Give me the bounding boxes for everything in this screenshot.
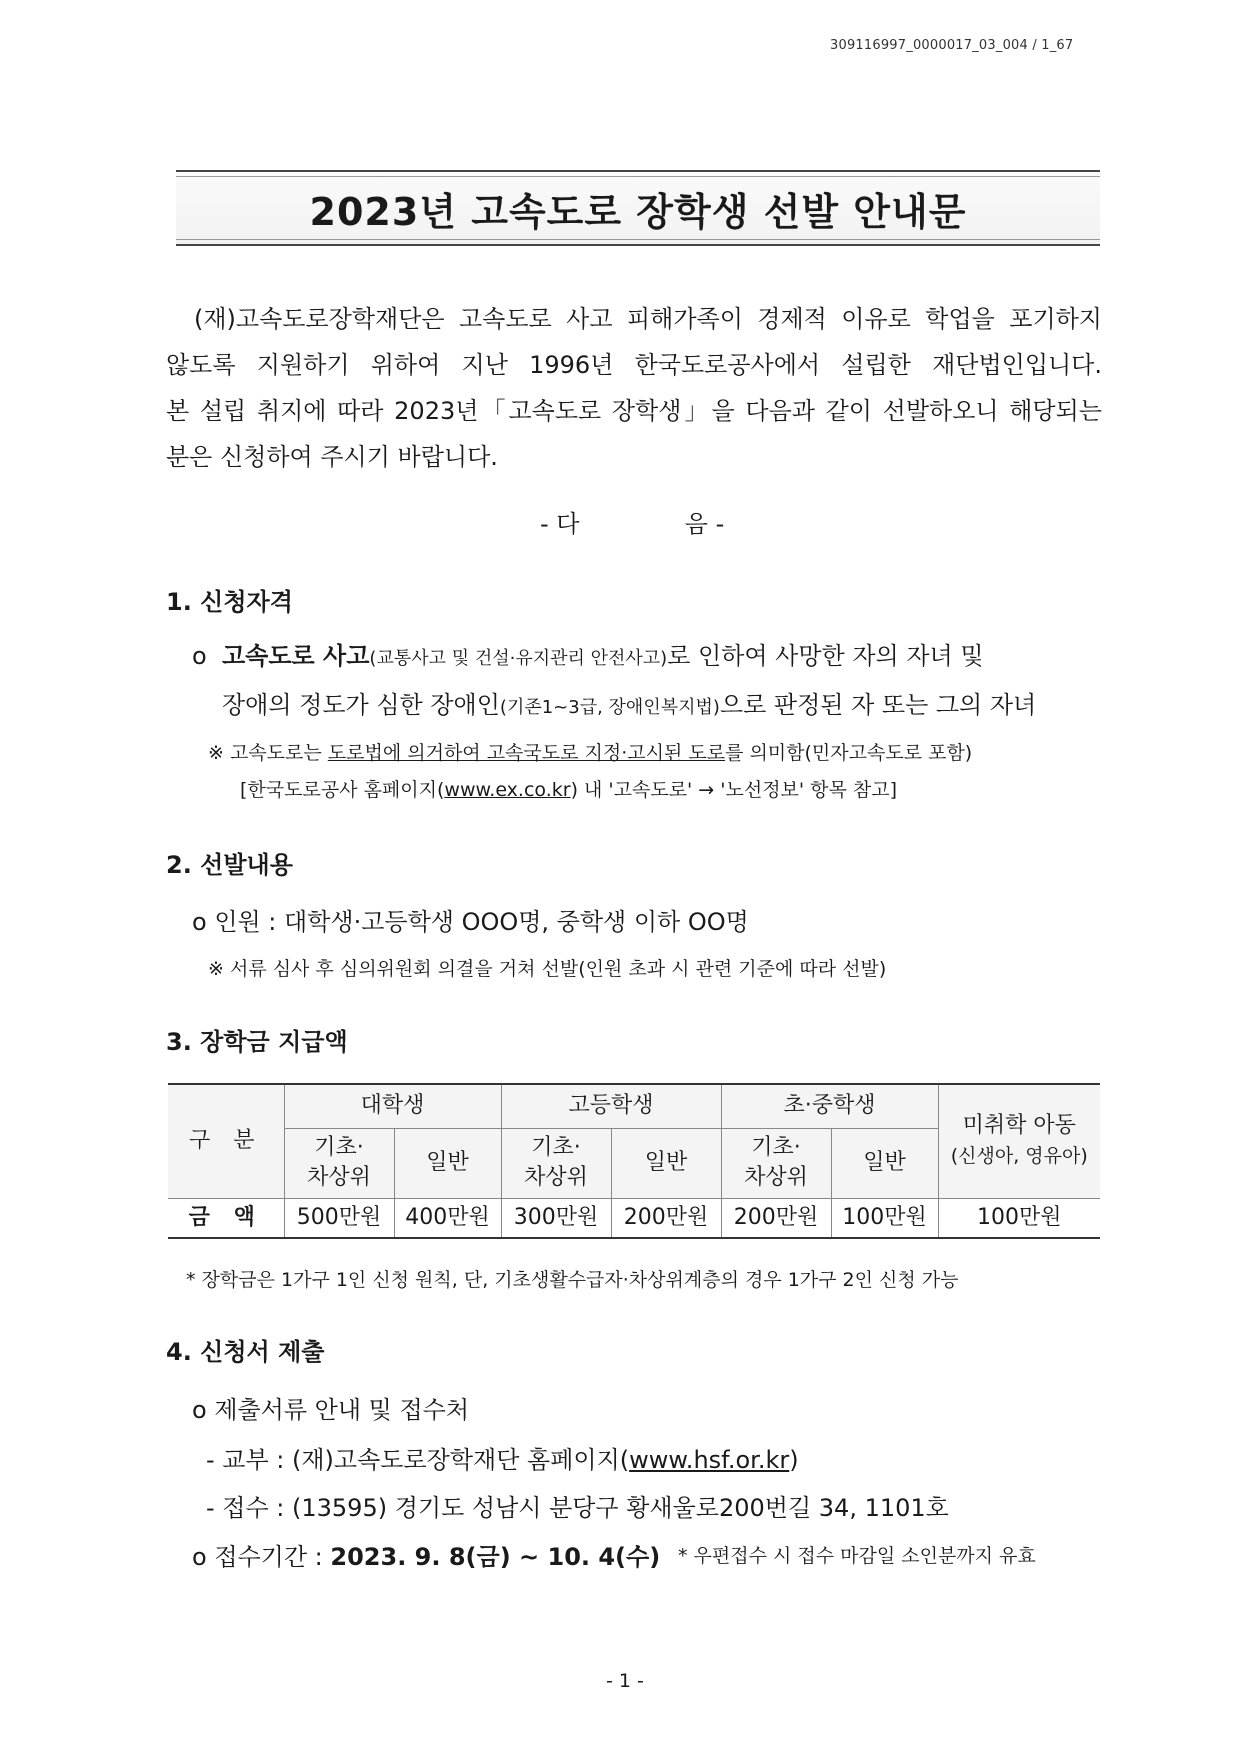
section-3-heading: 3. 장학금 지급액 <box>166 1028 348 1056</box>
header-gubun: 구 분 <box>168 1084 284 1198</box>
intro-line-3: 본 설립 취지에 따라 2023년「고속도로 장학생」을 다음과 같이 선발하오니 해당되는 <box>166 397 1102 425</box>
note-1-prefix: ※ 고속도로는 <box>208 742 328 764</box>
section-2-line: o 인원 : 대학생·고등학생 OOO명, 중학생 이하 OO명 <box>192 908 749 936</box>
issue-prefix: - 교부 : (재)고속도로장학재단 홈페이지( <box>206 1446 630 1474</box>
issue-suffix: ) <box>789 1446 799 1474</box>
section-1-heading: 1. 신청자격 <box>166 588 293 616</box>
section-2-heading: 2. 선발내용 <box>166 851 293 879</box>
bullet: o <box>192 642 207 670</box>
header-university: 대학생 <box>284 1084 501 1128</box>
section-4-sub: o 제출서류 안내 및 접수처 <box>192 1396 470 1424</box>
period-label: o 접수기간 : <box>192 1543 331 1571</box>
header-preschool <box>938 1084 1100 1198</box>
note-1-underline: 도로법에 의거하여 고속국도로 지정·고시된 도로 <box>327 742 726 764</box>
section-1-note-1 <box>208 738 972 765</box>
disability-grade: (기존1~3급, 장애인복지법) <box>499 697 720 718</box>
eum-text: 음 - <box>684 510 725 538</box>
sub-basic-university: 기초· 차상위 <box>284 1128 394 1198</box>
section-3-note: * 장학금은 1가구 1인 신청 원칙, 단, 기초생활수급자·차상위계층의 경우 1가구 2인 신청 가능 <box>186 1269 959 1291</box>
section-1-rest: 로 인하여 사망한 자의 자녀 및 <box>667 642 984 670</box>
sub-basic-high: 기초· 차상위 <box>501 1128 611 1198</box>
section-1-note-2 <box>240 775 897 802</box>
section-1-line-1 <box>192 636 984 671</box>
amount-university-general: 400만원 <box>394 1198 501 1238</box>
ex-website-link[interactable]: www.ex.co.kr <box>444 779 571 801</box>
section-4-issue <box>206 1440 799 1475</box>
scholarship-amount-table <box>168 1083 1100 1239</box>
section-1-line-2 <box>222 685 1036 720</box>
intro-line-1: (재)고속도로장학재단은 고속도로 사고 피해가족이 경제적 이유로 학업을 포기하지 <box>194 305 1102 333</box>
header-high-school: 고등학생 <box>501 1084 721 1128</box>
section-1-line-2b: 으로 판정된 자 또는 그의 자녀 <box>719 691 1037 719</box>
preschool-note: (신생아, 영유아) <box>950 1145 1088 1168</box>
intro-paragraph <box>166 296 1102 480</box>
amount-elementary-basic: 200만원 <box>721 1198 831 1238</box>
section-1-line-2a: 장애의 정도가 심한 장애인 <box>222 691 500 719</box>
hsf-website-link[interactable]: www.hsf.or.kr <box>629 1446 790 1474</box>
section-4-heading: 4. 신청서 제출 <box>166 1338 325 1366</box>
intro-line-2: 않도록 지원하기 위하여 지난 1996년 한국도로공사에서 설립한 재단법인입니다. <box>166 351 1102 379</box>
da-eum-separator <box>540 504 724 539</box>
page-title: 2023년 고속도로 장학생 선발 안내문 <box>309 189 967 234</box>
note-2-prefix: [한국도로공사 홈페이지( <box>240 779 445 801</box>
intro-line-4: 분은 신청하여 주시기 바랍니다. <box>166 443 498 471</box>
amount-preschool: 100만원 <box>938 1198 1100 1238</box>
period-value: 2023. 9. 8(금) ~ 10. 4(수) <box>330 1543 661 1571</box>
sub-basic-elementary: 기초· 차상위 <box>721 1128 831 1198</box>
highway-accident-bold: 고속도로 사고 <box>221 642 370 670</box>
amount-high-basic: 300만원 <box>501 1198 611 1238</box>
sub-general-university: 일반 <box>394 1128 501 1198</box>
sub-general-elementary: 일반 <box>831 1128 938 1198</box>
document-id: 309116997_0000017_03_004 / 1_67 <box>830 38 1074 53</box>
da-text: - 다 <box>540 510 580 538</box>
row-label-amount: 금 액 <box>168 1198 284 1238</box>
amount-high-general: 200만원 <box>611 1198 721 1238</box>
sub-general-high: 일반 <box>611 1128 721 1198</box>
note-1-suffix: 를 의미함(민자고속도로 포함) <box>725 742 973 764</box>
preschool-label: 미취학 아동 <box>962 1113 1076 1139</box>
note-2-suffix: ) 내 '고속도로' → '노선정보' 항목 참고] <box>570 779 898 801</box>
accident-types: (교통사고 및 건설·유지관리 안전사고) <box>369 648 668 669</box>
amount-elementary-general: 100만원 <box>831 1198 938 1238</box>
period-note: * 우편접수 시 접수 마감일 소인분까지 유효 <box>678 1545 1036 1567</box>
title-box <box>176 170 1100 246</box>
header-elementary-middle: 초·중학생 <box>721 1084 938 1128</box>
section-4-receipt: - 접수 : (13595) 경기도 성남시 분당구 황새울로200번길 34, 1101호 <box>206 1494 949 1522</box>
section-2-note: ※ 서류 심사 후 심의위원회 의결을 거쳐 선발(인원 초과 시 관련 기준에 따라 선발) <box>208 958 887 980</box>
section-4-period <box>192 1537 660 1572</box>
page-number: - 1 - <box>606 1670 644 1692</box>
amount-university-basic: 500만원 <box>284 1198 394 1238</box>
